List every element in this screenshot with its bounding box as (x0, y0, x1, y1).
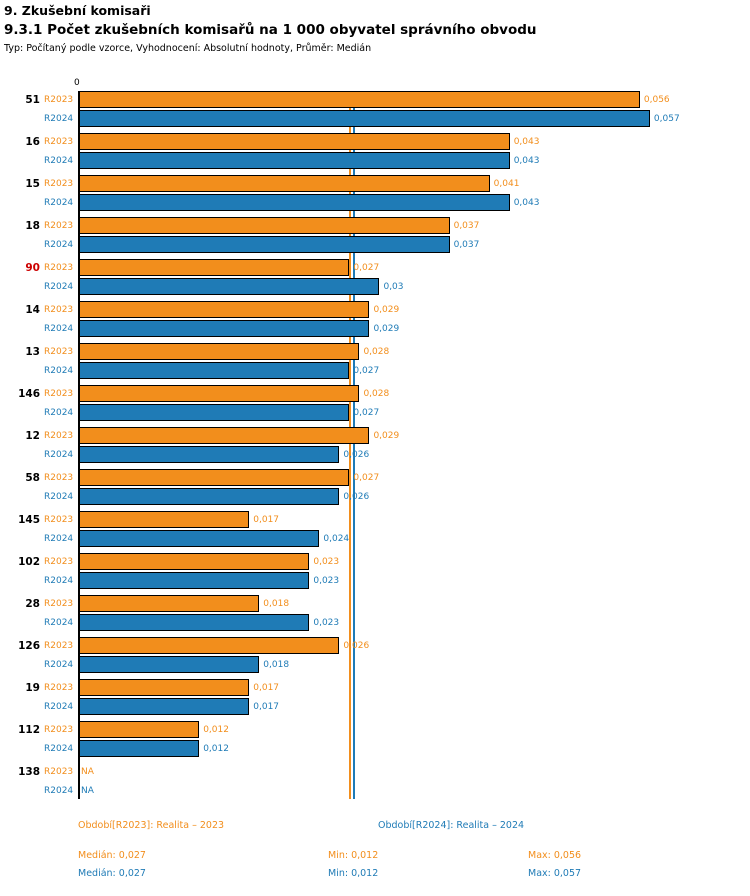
series-label-r2023: R2023 (44, 305, 74, 315)
bar-value-label: 0,043 (513, 198, 540, 208)
bar-value-label: 0,017 (253, 515, 280, 525)
bar-r2024[interactable] (79, 698, 249, 715)
chart-row-group (0, 721, 750, 757)
series-label-r2023: R2023 (44, 389, 74, 399)
bar-r2024[interactable] (79, 362, 349, 379)
bar-r2024[interactable] (79, 656, 259, 673)
series-label-r2023: R2023 (44, 137, 74, 147)
category-label: 15 (25, 178, 40, 190)
bar-value-label: 0,037 (453, 221, 480, 231)
series-label-r2024: R2024 (44, 198, 74, 208)
bar-value-label: 0,027 (353, 408, 380, 418)
series-label-r2024: R2024 (44, 660, 74, 670)
bar-r2023[interactable] (79, 385, 359, 402)
series-label-r2024: R2024 (44, 450, 74, 460)
chart-row-group (0, 427, 750, 463)
series-label-r2024: R2024 (44, 114, 74, 124)
bar-r2024[interactable] (79, 194, 510, 211)
bar-r2024[interactable] (79, 320, 369, 337)
category-label: 13 (25, 346, 40, 358)
series-label-r2023: R2023 (44, 515, 74, 525)
bar-r2023[interactable] (79, 511, 249, 528)
bar-r2023[interactable] (79, 217, 450, 234)
bar-value-label: 0,043 (513, 156, 540, 166)
bar-value-na: NA (81, 786, 94, 796)
bar-value-label: 0,028 (363, 347, 390, 357)
bar-value-label: 0,023 (313, 557, 340, 567)
chart-plot-area (0, 78, 750, 808)
series-label-r2024: R2024 (44, 744, 74, 754)
bar-value-label: 0,026 (343, 492, 370, 502)
series-label-r2024: R2024 (44, 156, 74, 166)
bar-r2023[interactable] (79, 91, 640, 108)
chart-row-group (0, 511, 750, 547)
bar-r2024[interactable] (79, 488, 339, 505)
bar-value-label: 0,017 (253, 683, 280, 693)
series-label-r2023: R2023 (44, 263, 74, 273)
category-label: 28 (25, 598, 40, 610)
bar-r2023[interactable] (79, 721, 199, 738)
category-label: 102 (18, 556, 40, 568)
series-label-r2024: R2024 (44, 786, 74, 796)
bar-r2023[interactable] (79, 637, 339, 654)
bar-r2024[interactable] (79, 572, 309, 589)
series-label-r2023: R2023 (44, 641, 74, 651)
series-label-r2023: R2023 (44, 557, 74, 567)
series-label-r2023: R2023 (44, 431, 74, 441)
bar-r2024[interactable] (79, 614, 309, 631)
category-label: 19 (25, 682, 40, 694)
chart-row-group (0, 385, 750, 421)
chart-row-group (0, 175, 750, 211)
bar-value-label: 0,023 (313, 618, 340, 628)
bar-value-label: 0,027 (353, 366, 380, 376)
chart-row-group (0, 679, 750, 715)
series-label-r2023: R2023 (44, 221, 74, 231)
series-label-r2023: R2023 (44, 683, 74, 693)
series-label-r2024: R2024 (44, 366, 74, 376)
series-label-r2024: R2024 (44, 702, 74, 712)
category-label: 138 (18, 766, 40, 778)
bar-r2024[interactable] (79, 530, 319, 547)
bar-value-label: 0,027 (353, 473, 380, 483)
legend-item-r2024: Období[R2024]: Realita – 2024 (378, 820, 525, 831)
bar-r2023[interactable] (79, 427, 369, 444)
bar-value-label: 0,043 (513, 137, 540, 147)
stat-median-r2023: Medián: 0,027 (78, 850, 146, 861)
series-label-r2024: R2024 (44, 324, 74, 334)
bar-r2023[interactable] (79, 343, 359, 360)
chart-row-group (0, 553, 750, 589)
category-label: 58 (25, 472, 40, 484)
chart-row-group (0, 217, 750, 253)
category-label: 18 (25, 220, 40, 232)
series-label-r2023: R2023 (44, 599, 74, 609)
series-label-r2023: R2023 (44, 95, 74, 105)
bar-value-label: 0,012 (203, 744, 229, 754)
series-label-r2023: R2023 (44, 473, 74, 483)
chart-row-group (0, 259, 750, 295)
category-label: 12 (25, 430, 40, 442)
bar-r2023[interactable] (79, 679, 249, 696)
bar-value-label: 0,012 (203, 725, 229, 735)
bar-value-label: 0,028 (363, 389, 390, 399)
category-label: 14 (25, 304, 40, 316)
chart-row-group (0, 763, 750, 799)
category-label: 16 (25, 136, 40, 148)
bar-value-label: 0,056 (643, 95, 670, 105)
bar-value-label: 0,017 (253, 702, 280, 712)
bar-r2024[interactable] (79, 404, 349, 421)
bar-value-label: 0,029 (373, 324, 400, 334)
series-label-r2024: R2024 (44, 534, 74, 544)
bar-r2024[interactable] (79, 446, 339, 463)
bar-value-label: 0,018 (263, 599, 290, 609)
bar-r2024[interactable] (79, 740, 199, 757)
bar-r2024[interactable] (79, 236, 450, 253)
chart-row-group (0, 343, 750, 379)
bar-r2024[interactable] (79, 278, 379, 295)
stat-median-r2024: Medián: 0,027 (78, 868, 146, 879)
bar-value-label: 0,029 (373, 431, 400, 441)
bar-r2023[interactable] (79, 553, 309, 570)
series-label-r2024: R2024 (44, 408, 74, 418)
category-label: 90 (25, 262, 40, 274)
stat-max-r2024: Max: 0,057 (528, 868, 582, 879)
bar-value-label: 0,029 (373, 305, 400, 315)
stat-min-r2024: Min: 0,012 (328, 868, 379, 879)
bar-value-label: 0,027 (353, 263, 380, 273)
report-section-title: 9. Zkušební komisaři (4, 3, 151, 18)
bar-r2023[interactable] (79, 133, 510, 150)
bar-r2023[interactable] (79, 175, 490, 192)
series-label-r2024: R2024 (44, 576, 74, 586)
bar-value-label: 0,057 (653, 114, 680, 124)
bar-r2024[interactable] (79, 110, 650, 127)
bar-value-label: 0,023 (313, 576, 340, 586)
stat-max-r2023: Max: 0,056 (528, 850, 582, 861)
bar-r2024[interactable] (79, 152, 510, 169)
series-label-r2024: R2024 (44, 282, 74, 292)
bar-r2023[interactable] (79, 259, 349, 276)
bar-value-label: 0,026 (343, 450, 370, 460)
category-label: 126 (18, 640, 40, 652)
bar-value-na: NA (81, 767, 94, 777)
chart-subtitle: Typ: Počítaný podle vzorce, Vyhodnocení: Absolutní hodnoty, Průměr: Medián (4, 43, 372, 54)
series-label-r2023: R2023 (44, 179, 74, 189)
stat-min-r2023: Min: 0,012 (328, 850, 379, 861)
bar-value-label: 0,024 (323, 534, 350, 544)
category-label: 112 (18, 724, 40, 736)
chart-row-group (0, 595, 750, 631)
chart-row-group (0, 637, 750, 673)
chart-row-group (0, 469, 750, 505)
bar-value-label: 0,018 (263, 660, 290, 670)
page-title: 9.3.1 Počet zkušebních komisařů na 1 000 obyvatel správního obvodu (4, 22, 537, 38)
bar-r2023[interactable] (79, 595, 259, 612)
series-label-r2023: R2023 (44, 347, 74, 357)
bar-value-label: 0,03 (383, 282, 404, 292)
bar-value-label: 0,037 (453, 240, 480, 250)
category-label: 51 (25, 94, 40, 106)
legend-item-r2023: Období[R2023]: Realita – 2023 (78, 820, 225, 831)
series-label-r2024: R2024 (44, 618, 74, 628)
bar-value-label: 0,026 (343, 641, 370, 651)
series-label-r2024: R2024 (44, 492, 74, 502)
chart-row-group (0, 91, 750, 127)
series-label-r2023: R2023 (44, 767, 74, 777)
chart-row-group (0, 301, 750, 337)
series-label-r2023: R2023 (44, 725, 74, 735)
bar-value-label: 0,041 (493, 179, 520, 189)
category-label: 146 (18, 388, 40, 400)
series-label-r2024: R2024 (44, 240, 74, 250)
bar-r2023[interactable] (79, 301, 369, 318)
x-axis-zero-tick-label: 0 (74, 78, 80, 88)
category-label: 145 (18, 514, 40, 526)
bar-r2023[interactable] (79, 469, 349, 486)
chart-row-group (0, 133, 750, 169)
